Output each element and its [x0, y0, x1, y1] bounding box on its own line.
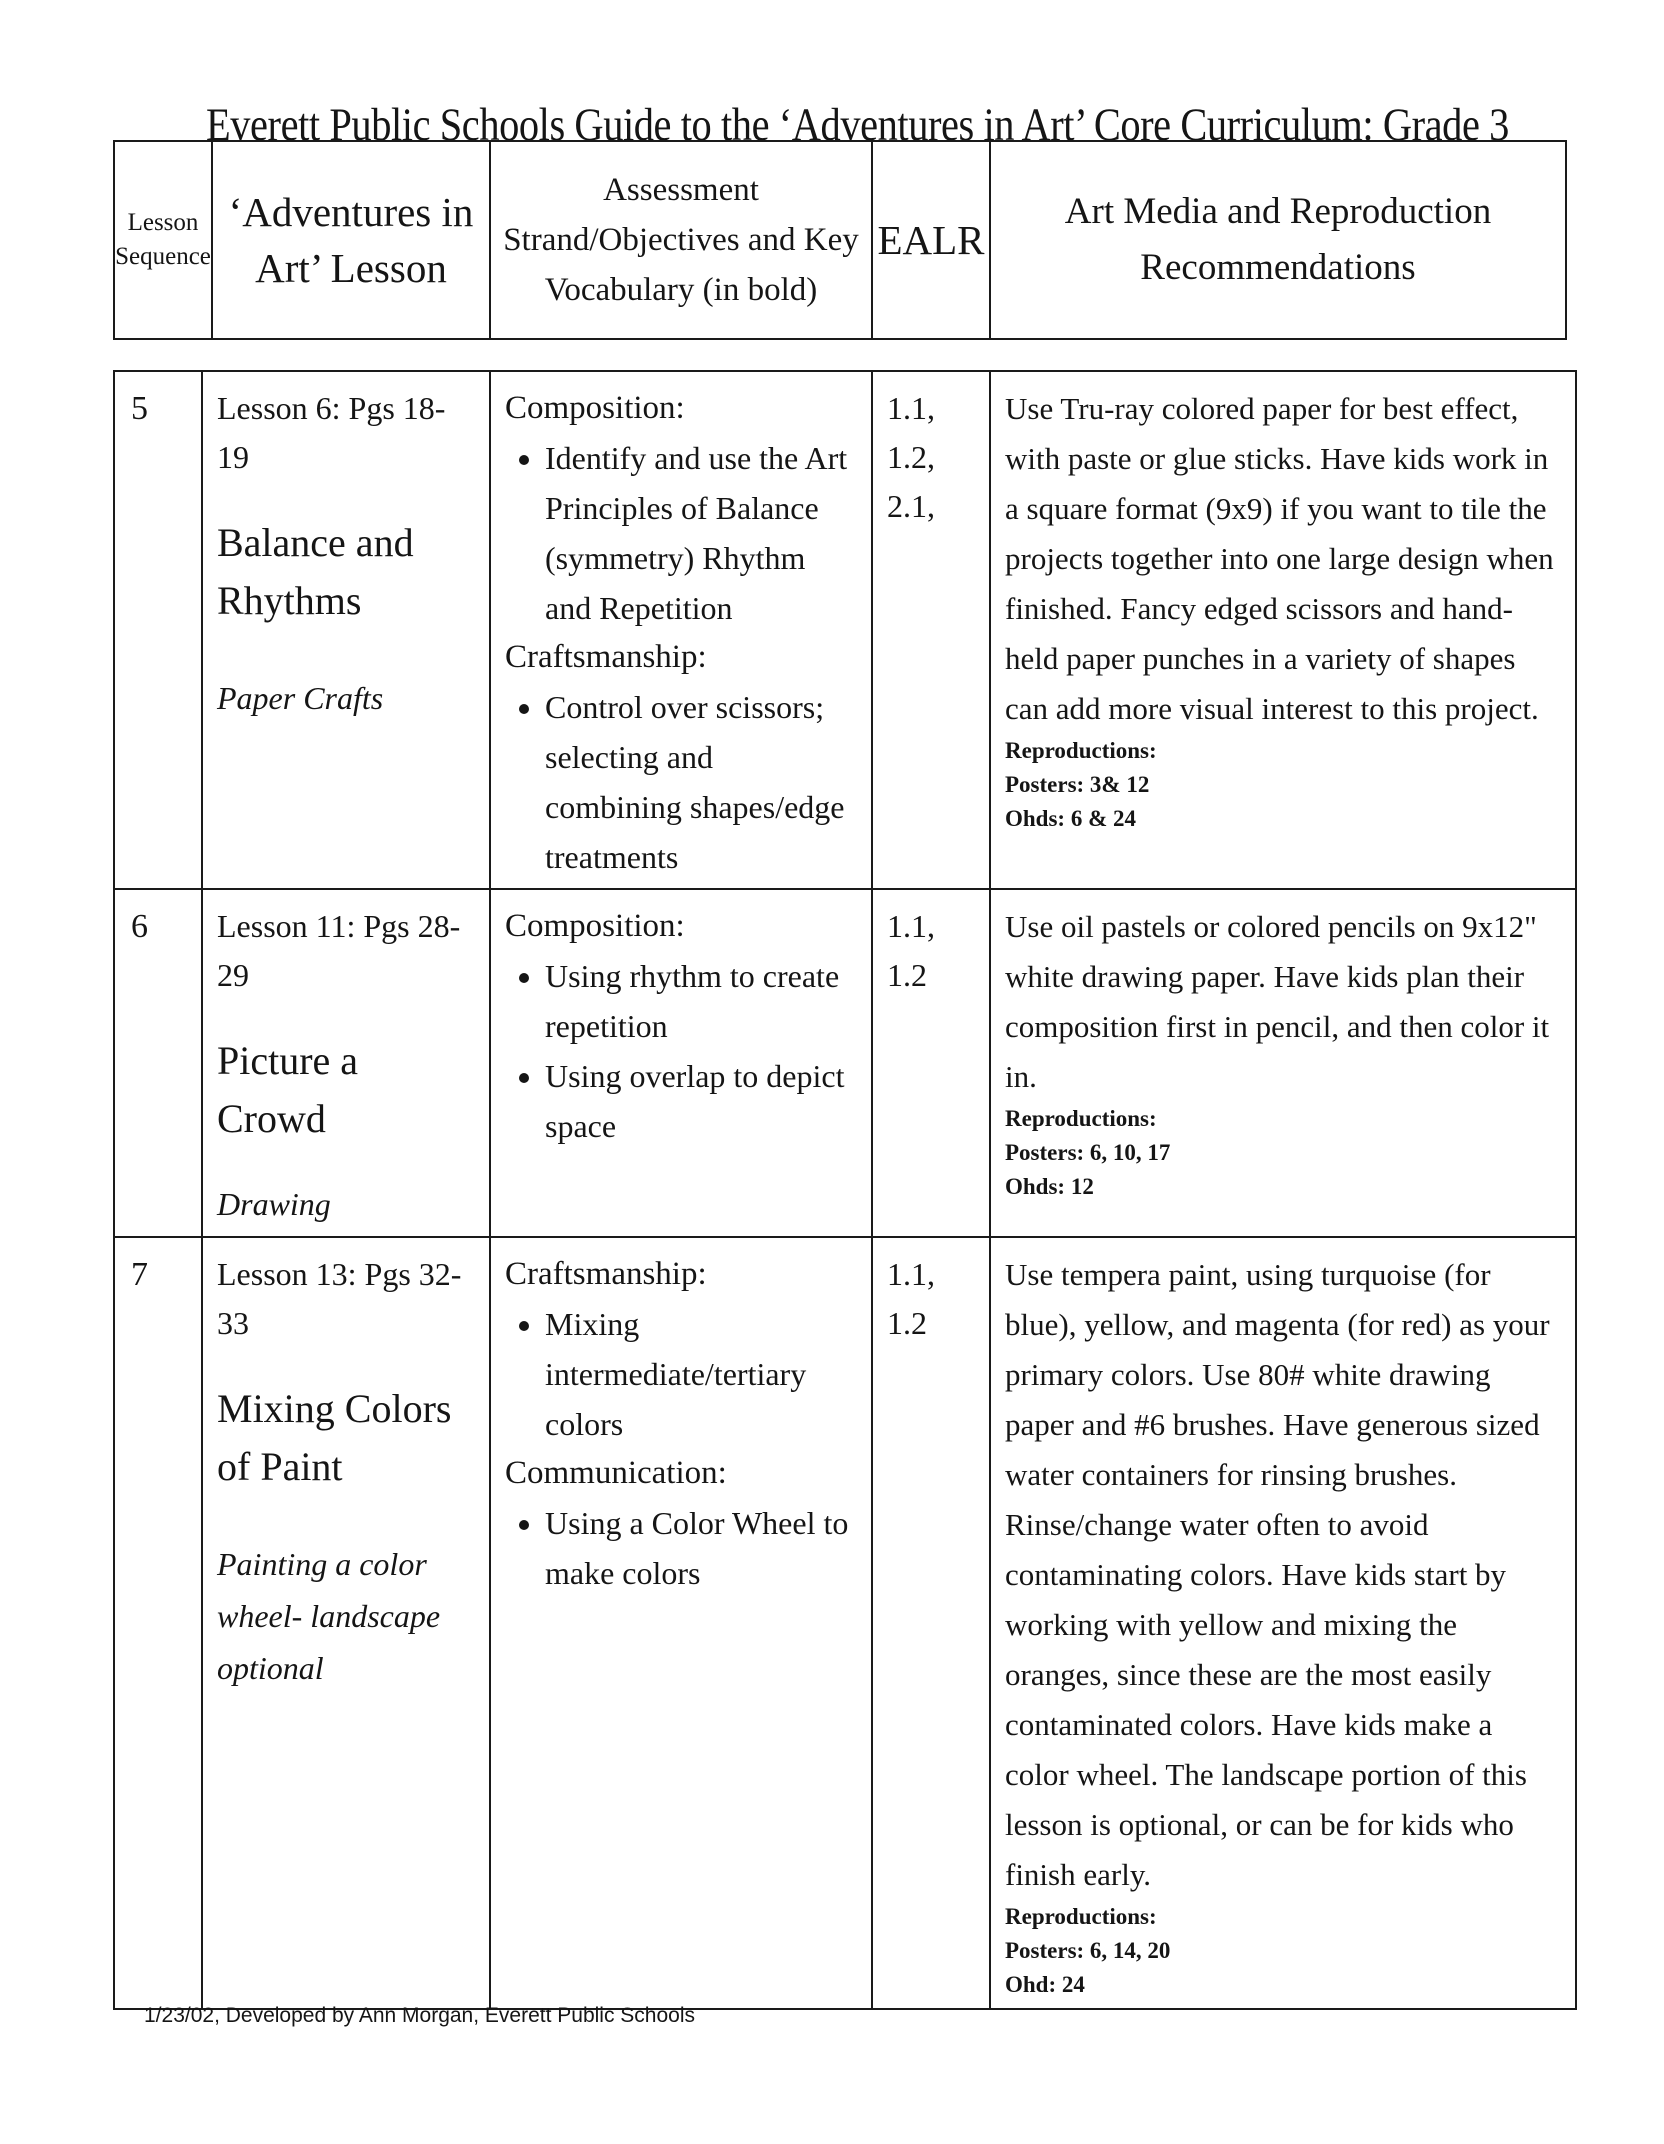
recommendation-cell [990, 1237, 1576, 2009]
seq-cell [114, 371, 202, 889]
recommendation-cell [990, 889, 1576, 1237]
objective-item: • Using rhythm to create repetition [545, 951, 857, 1051]
ealr-cell [872, 371, 990, 889]
objective-list [505, 1498, 857, 1598]
ealr-value: 1.1, 1.2, 2.1, [887, 390, 935, 524]
objective-list [505, 951, 857, 1151]
posters-value: Posters: 3& 12 [1005, 772, 1150, 797]
lesson-sequence-number: 5 [131, 390, 148, 427]
header-lesson-sequence [114, 141, 212, 339]
strand-cell [490, 1237, 872, 2009]
header-art-media [990, 141, 1566, 339]
header-lesson-sequence-text: Lesson Sequence [115, 209, 211, 270]
strand-heading: Craftsmanship: [505, 639, 707, 675]
objective-item: • Control over scissors; selecting and combining shapes/edge treatments [545, 682, 857, 882]
reproductions-label: Reproductions: [1005, 738, 1157, 763]
strand-heading: Communication: [505, 1455, 727, 1491]
lesson-cell [202, 371, 490, 889]
seq-cell [114, 889, 202, 1237]
lesson-sequence-number: 7 [131, 1256, 148, 1293]
ohds-value: Ohds: 12 [1005, 1174, 1094, 1199]
seq-cell [114, 1237, 202, 2009]
footer-credit: 1/23/02, Developed by Ann Morgan, Everett Public Schools [144, 2004, 696, 2027]
lesson-pages: Lesson 6: Pgs 18-19 [217, 390, 446, 475]
lesson-media: Painting a color wheel- landscape optional [217, 1546, 441, 1686]
reproductions-label: Reproductions: [1005, 1904, 1157, 1929]
ealr-cell [872, 889, 990, 1237]
strand-cell [490, 889, 872, 1237]
table-row [114, 371, 1576, 889]
objective-item: • Using a Color Wheel to make colors [545, 1498, 857, 1598]
strand-heading: Craftsmanship: [505, 1256, 707, 1292]
header-adventures-lesson-text: ‘Adventures in Art’ Lesson [228, 189, 474, 291]
table-row [114, 1237, 1576, 2009]
media-recommendation: Use tempera paint, using turquoise (for blue), yellow, and magenta (for red) as your primary colors. Use 80# white drawing paper and #6 brushes. Have generous sized water containers for rinsing brushes. Rinse/change water often to avoid contaminating colors. Have kids start by working with yellow and mixing the oranges, since these are the most easily contaminated colors. Have kids make a color wheel. The landscape portion of this lesson is optional, or can be for kids who finish early. [1005, 1257, 1550, 1892]
header-row [114, 141, 1566, 339]
lesson-title: Picture a Crowd [217, 1038, 359, 1141]
header-ealr-text: EALR [877, 217, 985, 263]
header-adventures-lesson [212, 141, 490, 339]
recommendation-cell [990, 371, 1576, 889]
objective-item: • Using overlap to depict space [545, 1051, 857, 1151]
header-assessment-strand [490, 141, 872, 339]
ealr-value: 1.1, 1.2 [887, 908, 935, 993]
lesson-sequence-number: 6 [131, 908, 148, 945]
posters-value: Posters: 6, 10, 17 [1005, 1140, 1171, 1165]
lesson-title: Balance and Rhythms [217, 520, 414, 623]
lesson-table [113, 370, 1577, 2010]
objective-item: • Identify and use the Art Principles of Balance (symmetry) Rhythm and Repetition [545, 433, 857, 633]
table-row [114, 889, 1576, 1237]
lesson-pages: Lesson 13: Pgs 32-33 [217, 1256, 462, 1341]
objective-item: • Mixing intermediate/tertiary colors [545, 1299, 857, 1449]
page-title: Everett Public Schools Guide to the ‘Adventures in Art’ Core Curriculum: Grade 3 [206, 99, 1509, 151]
media-recommendation: Use Tru-ray colored paper for best effect, with paste or glue sticks. Have kids work in a square format (9x9) if you want to tile the projects together into one large design when finished. Fancy edged scissors and hand-held paper punches in a variety of shapes can add more visual interest to this project. [1005, 391, 1554, 726]
lesson-media: Paper Crafts [217, 680, 384, 716]
ealr-cell [872, 1237, 990, 2009]
header-ealr [872, 141, 990, 339]
reproductions-label: Reproductions: [1005, 1106, 1157, 1131]
header-art-media-text: Art Media and Reproduction Recommendations [1064, 191, 1492, 288]
objective-list [505, 1299, 857, 1449]
posters-value: Posters: 6, 14, 20 [1005, 1938, 1171, 1963]
media-recommendation: Use oil pastels or colored pencils on 9x12" white drawing paper. Have kids plan their composition first in pencil, and then color it in. [1005, 909, 1550, 1094]
lesson-cell [202, 889, 490, 1237]
objective-list [505, 433, 857, 633]
ealr-value: 1.1, 1.2 [887, 1256, 935, 1341]
strand-heading: Composition: [505, 390, 685, 426]
strand-heading: Composition: [505, 908, 685, 944]
lesson-cell [202, 1237, 490, 2009]
ohds-value: Ohds: 6 & 24 [1005, 806, 1136, 831]
lesson-media: Drawing [217, 1186, 331, 1222]
header-assessment-strand-text: Assessment Strand/Objectives and Key Vocabulary (in bold) [503, 172, 859, 308]
header-table [113, 140, 1567, 340]
ohds-value: Ohd: 24 [1005, 1972, 1085, 1997]
objective-list [505, 682, 857, 882]
strand-cell [490, 371, 872, 889]
lesson-pages: Lesson 11: Pgs 28-29 [217, 908, 461, 993]
lesson-title: Mixing Colors of Paint [217, 1386, 452, 1489]
